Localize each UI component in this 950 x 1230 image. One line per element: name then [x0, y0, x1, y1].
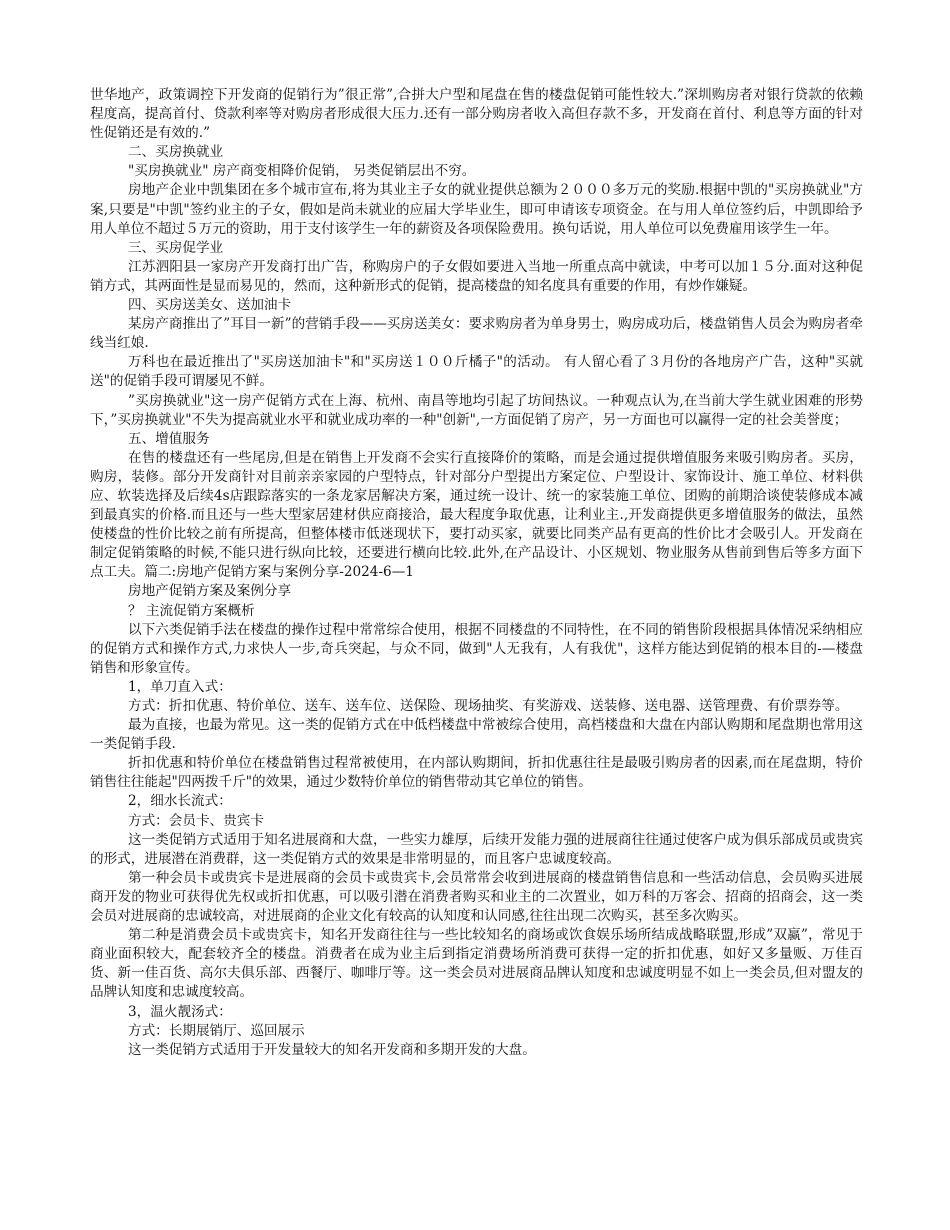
- document-paragraph: 世华地产，政策调控下开发商的促销行为”很正常”,合拼大户型和尾盘在售的楼盘促销可能性较大.”深圳购房者对银行贷款的依赖程度高，提高首付、贷款利率等对购房者形成很大压力.还有一部分购房者收入高但存款不多，开发商在首付、利息等方面的针对性促销还是有效的.”: [90, 87, 863, 142]
- document-paragraph: 2，细水长流式：: [128, 793, 232, 810]
- document-paragraph: 房地产促销方案及案例分享: [128, 583, 292, 600]
- document-paragraph: 房地产企业中凯集团在多个城市宣布,将为其业主子女的就业提供总额为２０００多万元的奖励.根据中凯的"买房换就业"方案,只要是"中凯"签约业主的子女，假如是尚未就业的应届大学毕业生，即可申请该专项资金。在与用人单位签约后，中凯即给予用人单位不超过５万元的资助，用于支付该学生一年的薪资及各项保险费用。换句话说，用人单位可以免费雇用该学生一年。: [90, 182, 863, 237]
- document-paragraph: 五、增值服务: [128, 430, 210, 447]
- document-paragraph: 二、买房换就业: [128, 144, 224, 161]
- document-paragraph: 最为直接，也最为常见。这一类的促销方式在中低档楼盘中常被综合使用，高档楼盘和大盘在内部认购期和尾盘期也常用这一类促销手段.: [90, 717, 863, 753]
- document-paragraph: 四、买房送美女、送加油卡: [128, 297, 292, 314]
- document-paragraph: 在售的楼盘还有一些尾房,但是在销售上开发商不会实行直接降价的策略，而是会通过提供增值服务来吸引购房者。买房，购房，装修。部分开发商针对目前亲亲家园的户型特点，针对部分户型提出方案定位、户型设计、家饰设计、施工单位、材料供应、软装选择及后续4s店跟踪落实的一条龙家居解决方案，通过统一设计、统一的家装施工单位、团购的前期洽谈使装修成本减到最真实的价格.而且还与一些大型家居建材供应商接洽，最大程度争取优惠，让利业主.,开发商提供更多增值服务的做法，虽然使楼盘的性价比较之前有所提高，但整体楼市低迷现状下，要打动买家，就要比同类产品有更高的性价比才会吸引人。开发商在制定促销策略的时候,不能只进行纵向比较，还要进行横向比较.此外,在产品设计、小区规划、物业服务从售前到售后等多方面下点工夫。篇二:房地产促销方案与案例分享-2024-6—1: [90, 449, 863, 581]
- document-paragraph: ”买房换就业"这一房产促销方式在上海、杭州、南昌等地均引起了坊间热议。一种观点认为,在当前大学生就业困难的形势下，”买房换就业"不失为提高就业水平和就业成功率的一种"创新",一方面促销了房产，另一方面也可以赢得一定的社会美誉度；: [90, 392, 863, 428]
- document-paragraph: ？ 主流促销方案概析: [128, 602, 255, 619]
- document-paragraph: 这一类促销方式适用于开发量较大的知名开发商和多期开发的大盘。: [128, 1041, 536, 1058]
- document-paragraph: 折扣优惠和特价单位在楼盘销售过程常被使用，在内部认购期间，折扣优惠往往是最吸引购房者的因素,而在尾盘期，特价销售往往能起"四两拨千斤"的效果，通过少数特价单位的销售带动其它单位的销售。: [90, 755, 863, 791]
- document-paragraph: 三、买房促学业: [128, 239, 224, 256]
- document-paragraph: 3，温火靓汤式：: [128, 1003, 232, 1020]
- document-paragraph: 以下六类促销手法在楼盘的操作过程中常常综合使用，根据不同楼盘的不同特性，在不同的销售阶段根据具体情况采纳相应的促销方式和操作方式,力求快人一步,奇兵突起，与众不同，做到"人无我有，人有我优"，这样方能达到促销的根本目的-—楼盘销售和形象宣传。: [90, 621, 863, 676]
- document-paragraph: "买房换就业" 房产商变相降价促销， 另类促销层出不穷。: [128, 163, 476, 180]
- document-paragraph: 方式：会员卡、贵宾卡: [128, 812, 264, 829]
- document-paragraph: 江苏泗阳县一家房产开发商打出广告，称购房户的子女假如要进入当地一所重点高中就读，中考可以加１５分.面对这种促销方式，其两面性是显而易见的，然而，这种新形式的促销，提高楼盘的知名度具有重要的作用，有炒作嫌疑。: [90, 258, 863, 294]
- document-paragraph: 第二种是消费会员卡或贵宾卡，知名开发商往往与一些比较知名的商场或饮食娱乐场所结成战略联盟,形成”双赢”，常见于商业面积较大，配套较齐全的楼盘。消费者在成为业主后到指定消费场所消费可获得一定的折扣优惠，如好又多量贩、万佳百货、新一佳百货、高尔夫俱乐部、西餐厅、咖啡厅等。这一类会员对进展商品牌认知度和忠诚度明显不如上一类会员,但对盟友的品牌认知度和忠诚度较高。: [90, 927, 863, 1001]
- document-paragraph: 方式：长期展销厅、巡回展示: [128, 1022, 305, 1039]
- document-paragraph: 方式：折扣优惠、特价单位、送车、送车位、送保险、现场抽奖、有奖游戏、送装修、送电器、送管理费、有价票券等。: [128, 698, 849, 714]
- document-paragraph: 1，单刀直入式：: [128, 678, 232, 695]
- document-paragraph: 某房产商推出了”耳目一新”的营销手段——买房送美女：要求购房者为单身男士，购房成功后，楼盘销售人员会为购房者牵线当红娘.: [90, 316, 863, 352]
- document-paragraph: 万科也在最近推出了"买房送加油卡"和"买房送１００斤橘子"的活动。 有人留心看了３月份的各地房产广告，这种"买就送"的促销手段可谓屡见不鲜。: [90, 354, 863, 390]
- document-body: [90, 86, 863, 1060]
- document-paragraph: 第一种会员卡或贵宾卡是进展商的会员卡或贵宾卡,会员常常会收到进展商的楼盘销售信息和一些活动信息，会员购买进展商开发的物业可获得优先权或折扣优惠，可以吸引潜在消费者购买和业主的二次置业，如万科的万客会、招商的招商会，这一类会员对进展商的忠诚较高，对进展商的企业文化有较高的认知度和认同感,往往出现二次购买，甚至多次购买。: [90, 869, 863, 925]
- document-paragraph: 这一类促销方式适用于知名进展商和大盘，一些实力雄厚，后续开发能力强的进展商往往通过使客户成为俱乐部成员或贵宾的形式，进展潜在消费群，这一类促销方式的效果是非常明显的，而且客户忠诚度较高。: [90, 831, 863, 867]
